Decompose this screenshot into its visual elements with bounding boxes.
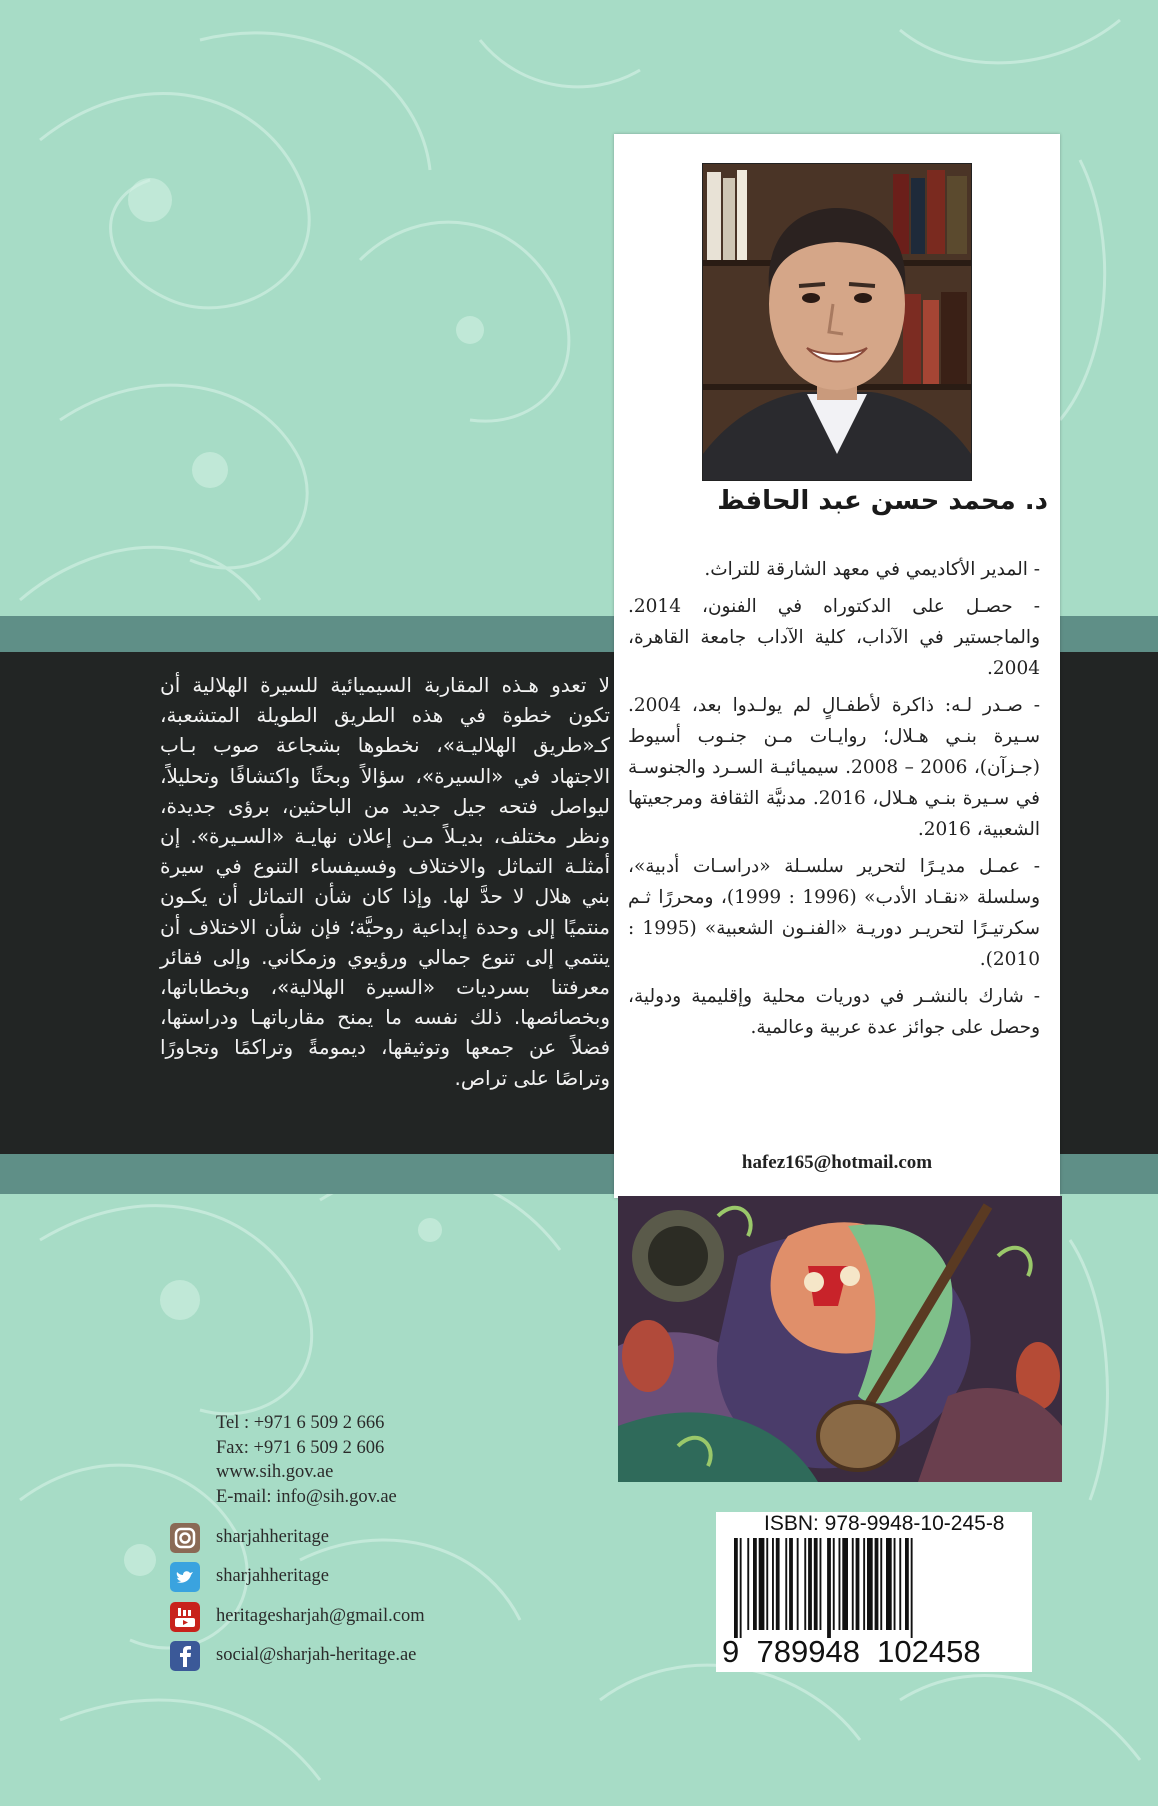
barcode-bar <box>911 1538 913 1638</box>
bio-item: - المدير الأكاديمي في معهد الشارقة للتراث. <box>704 559 1040 580</box>
bio-item: - عمـل مديـرًا لتحرير سلسـلة «دراسـات أدبية»، وسلسلة «نقـاد الأدب» (1996 : 1999)، ومحررًا ثـم سكرتيـرًا لتحريـر دوريـة «الفنـون الشعبية» (1995 : 2010). <box>628 856 1040 970</box>
barcode-bar <box>875 1538 879 1630</box>
social-label: sharjahheritage <box>216 1566 329 1586</box>
barcode-bar <box>785 1538 787 1630</box>
barcode-bar <box>899 1538 901 1630</box>
barcode-bar <box>839 1538 841 1630</box>
barcode-bar <box>776 1538 780 1630</box>
barcode-bar <box>905 1538 909 1630</box>
twitter-icon <box>170 1562 200 1592</box>
isbn-barcode <box>716 1512 1032 1672</box>
barcode-bar <box>852 1538 854 1630</box>
bio-item: - حصـل على الدكتوراه في الفنون، 2014. والماجستير في الآداب، كلية الآداب جامعة القاهرة، 2004. <box>628 596 1040 679</box>
contact-email[interactable]: E-mail: info@sih.gov.ae <box>216 1486 397 1507</box>
contact-tel: Tel : +971 6 509 2 666 <box>216 1413 385 1433</box>
barcode-bar <box>759 1538 765 1630</box>
barcode-bar <box>856 1538 860 1630</box>
facebook-icon <box>170 1641 200 1671</box>
barcode-bar <box>804 1538 806 1630</box>
bio-item: - صـدر لـه: ذاكرة لأطفـالٍ لم يولـدوا بعد، 2004. سـيرة بنـي هـلال؛ روايـات مـن جنـوب أسيوط (جـزآن)، 2006 – 2008. سيميائيـة السـرد والجنوسـة في سـيرة بنـي هـلال، 2016. مدنيَّة الثقافة ومرجعيتها الشعبية، 2016. <box>628 695 1041 840</box>
social-label: sharjahheritage <box>216 1527 329 1547</box>
barcode-bar <box>766 1538 768 1630</box>
bio-item: - شارك بالنشـر في دوريات محلية وإقليمية ودولية، وحصل على جوائز عدة عربية وعالمية. <box>628 986 1040 1038</box>
barcode-bar <box>747 1538 749 1630</box>
contact-website[interactable]: www.sih.gov.ae <box>216 1462 334 1482</box>
author-name: د. محمد حسن عبد الحافظ <box>717 486 1048 516</box>
social-instagram[interactable] <box>170 1521 590 1553</box>
barcode-digit-lead: 9 <box>722 1634 740 1669</box>
contact-fax: Fax: +971 6 509 2 606 <box>216 1437 385 1458</box>
instagram-icon <box>170 1523 200 1553</box>
barcode-bars <box>726 1538 1026 1638</box>
book-summary: لا تعدو هـذه المقاربة السيميائية للسيرة الهلالية أن تكون خطوة في هذه الطريق الطويلة المتشعبة، كـ«طريق الهلاليـة»، نخطوها بشجاعة صوب بـاب الاجتهاد في «السيرة»، سؤالاً وبحثًا واكتشافًا وتحليلاً، ليواصل فتحه جيل جديد من الباحثين، برؤى جديدة، ونظر مختلف، بديـلاً مـن إعلان نهايـة «السـيرة». إن أمثلـة التماثل والاختلاف وفسيفساء التنوع في سيرة بني هلال لا حدَّ لها. وإذا كان شأن التماثل أن يكـون منتميًا إلى وحدة إبداعية روحيَّة؛ فإن شأن الاختلاف أن ينتمي إلى تنوع جمالي ورؤيوي وزمكاني. وإلى فقائر معرفتنا بسرديات «السيرة الهلالية»، وبخطاباتها، وبخصائصها. ذلك نفسه ما يمنح مقارباتهـا ودراستها، فضلاً عن جمعها وتوثيقها، ديمومةً وتراكمًا وتجاورًا وتراصًا على تراص. <box>160 673 610 1090</box>
barcode-bar <box>842 1538 848 1630</box>
author-portrait <box>703 164 971 480</box>
barcode-bar <box>734 1538 738 1638</box>
social-youtube[interactable] <box>170 1600 590 1632</box>
social-label: heritagesharjah@gmail.com <box>216 1606 425 1626</box>
barcode-bar <box>740 1538 742 1638</box>
youtube-icon <box>170 1602 200 1632</box>
social-twitter[interactable] <box>170 1560 590 1592</box>
barcode-bar <box>814 1538 818 1630</box>
barcode-bar <box>886 1538 892 1630</box>
social-facebook[interactable] <box>170 1639 590 1671</box>
barcode-bar <box>797 1538 799 1630</box>
social-label: social@sharjah-heritage.ae <box>216 1645 417 1665</box>
author-panel <box>614 134 1060 1198</box>
author-bio <box>628 554 1040 1049</box>
barcode-bar <box>772 1538 774 1630</box>
barcode-digits-left: 789948 <box>756 1634 860 1669</box>
barcode-bar <box>894 1538 896 1630</box>
barcode-bar <box>827 1538 831 1638</box>
author-email[interactable]: hafez165@hotmail.com <box>741 1152 933 1173</box>
barcode-bar <box>833 1538 835 1630</box>
barcode-bar <box>863 1538 865 1630</box>
barcode-bar <box>789 1538 793 1630</box>
barcode-digits <box>722 1634 1028 1670</box>
barcode-bar <box>867 1538 873 1630</box>
barcode-bar <box>753 1538 757 1630</box>
barcode-bar <box>808 1538 812 1630</box>
cover-painting <box>618 1196 1062 1482</box>
barcode-bar <box>820 1538 822 1630</box>
isbn-label: ISBN: 978-9948-10-245-8 <box>764 1512 1005 1535</box>
publisher-contact <box>216 1411 576 1509</box>
barcode-bar <box>880 1538 882 1630</box>
barcode-digits-right: 102458 <box>877 1634 981 1669</box>
